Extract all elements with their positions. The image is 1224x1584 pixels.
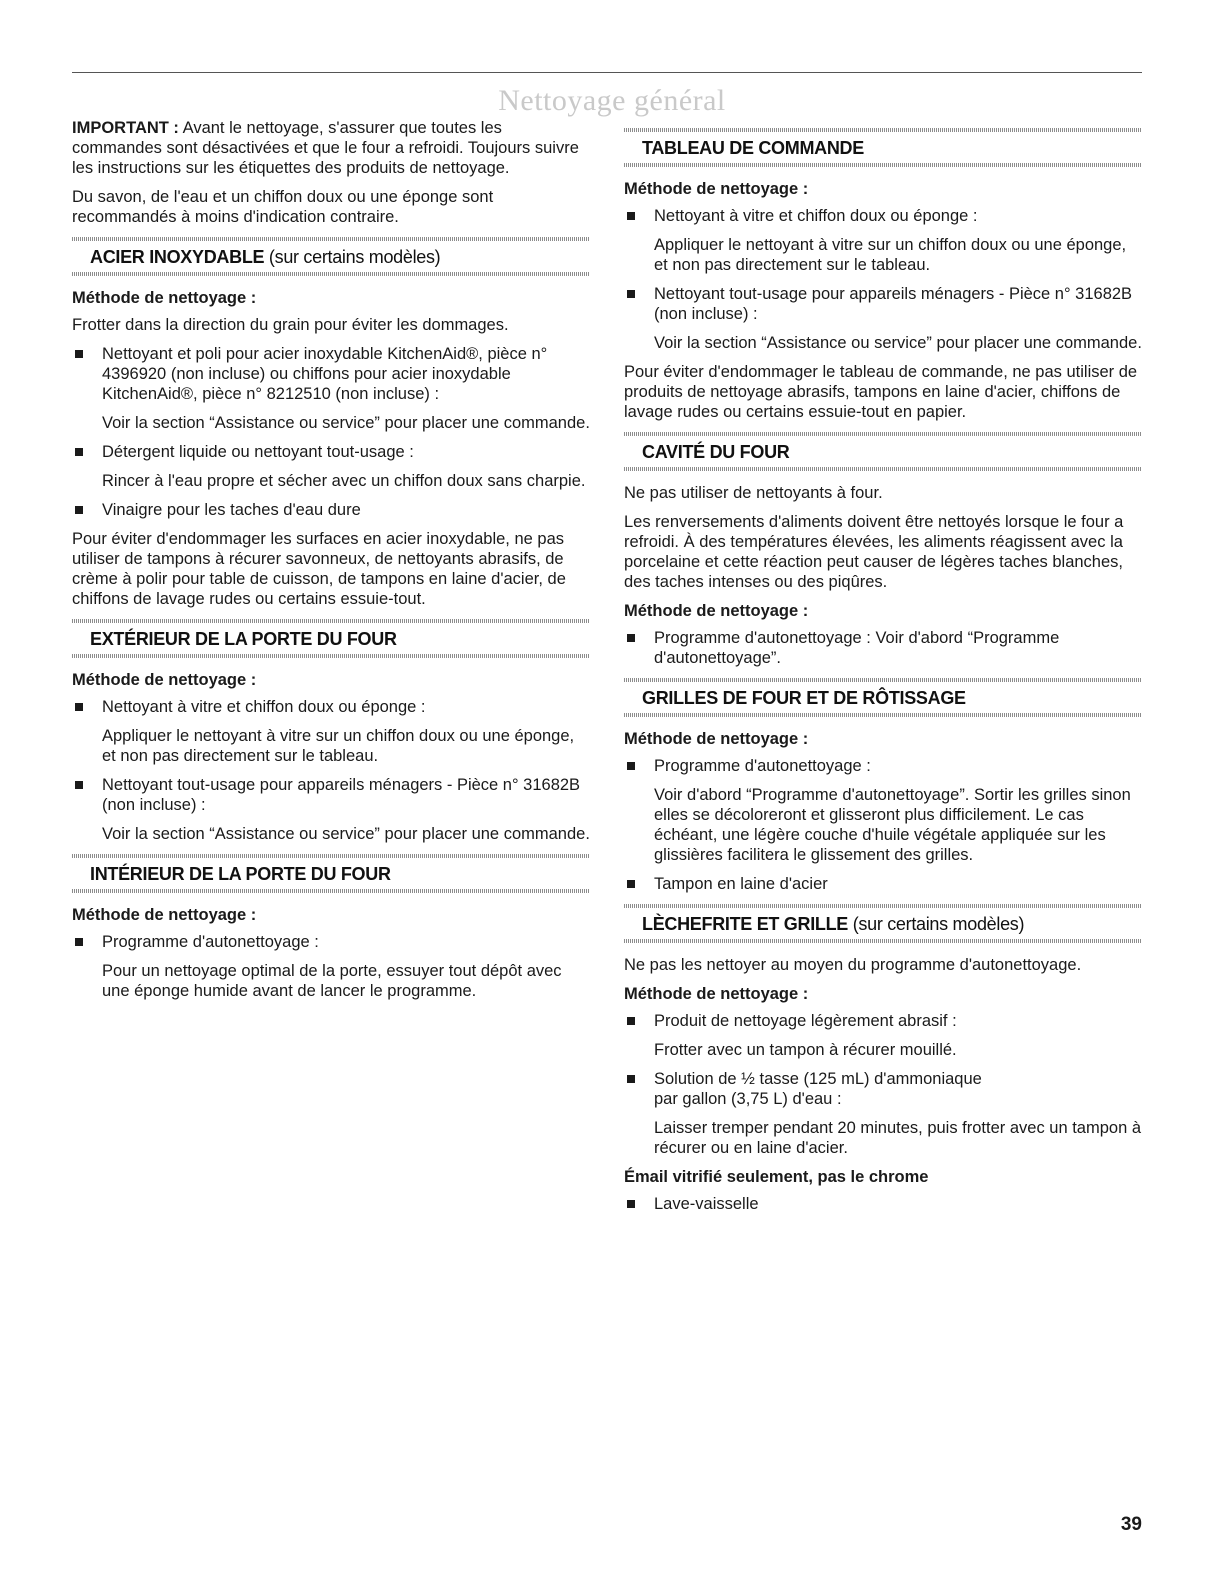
list-item-detail: Voir la section “Assistance ou service” pour placer une commande. bbox=[654, 334, 1142, 352]
list-item: Solution de ½ tasse (125 mL) d'ammoniaque par gallon (3,75 L) d'eau : bbox=[624, 1069, 1142, 1109]
section-header-cavite bbox=[624, 432, 1142, 471]
right-column bbox=[624, 118, 1142, 1223]
list-item-detail: Voir la section “Assistance ou service” pour placer une commande. bbox=[102, 414, 590, 432]
list-item-detail: Laisser tremper pendant 20 minutes, puis frotter avec un tampon à récurer ou en laine d'acier. bbox=[654, 1119, 1142, 1157]
section-rule bbox=[624, 163, 1142, 167]
method-heading: Méthode de nettoyage : bbox=[624, 985, 809, 1003]
tableau-note: Pour éviter d'endommager le tableau de commande, ne pas utiliser de produits de nettoyage abrasifs, tampons en laine d'acier, chiffons de lavage rudes ou certains essuie-tout en papier. bbox=[624, 363, 1138, 421]
list-item: Produit de nettoyage légèrement abrasif : bbox=[624, 1011, 1142, 1031]
list-item: Tampon en laine d'acier bbox=[624, 874, 1142, 894]
section-title-lechefrite: LÈCHEFRITE ET GRILLE (sur certains modèles) bbox=[642, 914, 1025, 934]
method-heading: Méthode de nettoyage : bbox=[624, 602, 809, 620]
important-label: IMPORTANT : bbox=[72, 119, 179, 137]
section-title-cavite: CAVITÉ DU FOUR bbox=[642, 442, 790, 462]
section-rule bbox=[624, 939, 1142, 943]
method-heading: Méthode de nettoyage : bbox=[624, 730, 809, 748]
list-item-detail: Rincer à l'eau propre et sécher avec un chiffon doux sans charpie. bbox=[102, 472, 586, 490]
section-title-grilles: GRILLES DE FOUR ET DE RÔTISSAGE bbox=[642, 688, 966, 708]
list-item-detail: Appliquer le nettoyant à vitre sur un chiffon doux ou une éponge, et non pas directement sur le tableau. bbox=[102, 727, 575, 765]
acier-lead: Frotter dans la direction du grain pour éviter les dommages. bbox=[72, 316, 509, 334]
important-paragraph bbox=[72, 118, 590, 178]
list-item: Programme d'autonettoyage : bbox=[72, 932, 590, 952]
method-heading: Méthode de nettoyage : bbox=[72, 671, 257, 689]
section-title-acier: ACIER INOXYDABLE (sur certains modèles) bbox=[90, 247, 441, 267]
list-item-detail: Voir d'abord “Programme d'autonettoyage”. Sortir les grilles sinon elles se décoloreront et glisseront plus difficilement. Le cas échéant, une légère couche d'huile végétale appliquée sur les glissières facilitera le glissement des grilles. bbox=[654, 786, 1131, 864]
list-item: Lave-vaisselle bbox=[624, 1194, 1142, 1214]
section-header-grilles bbox=[624, 678, 1142, 717]
section-title-interieur: INTÉRIEUR DE LA PORTE DU FOUR bbox=[90, 864, 391, 884]
list-item-detail: Pour un nettoyage optimal de la porte, essuyer tout dépôt avec une éponge humide avant de lancer le programme. bbox=[102, 962, 562, 1000]
section-rule bbox=[72, 654, 590, 658]
top-rule bbox=[72, 72, 1142, 73]
recommend-paragraph: Du savon, de l'eau et un chiffon doux ou une éponge sont recommandés à moins d'indication contraire. bbox=[72, 188, 494, 226]
section-header-exterieur bbox=[72, 619, 590, 658]
section-title-exterieur: EXTÉRIEUR DE LA PORTE DU FOUR bbox=[90, 629, 397, 649]
important-text: Avant le nettoyage, s'assurer que toutes les commandes sont désactivées et que le four a refroidi. Toujours suivre les instructions sur les étiquettes des produits de nettoyage. bbox=[72, 119, 579, 177]
page-number: 39 bbox=[1120, 1514, 1142, 1535]
list-item: Nettoyant à vitre et chiffon doux ou éponge : bbox=[624, 206, 1142, 226]
section-rule bbox=[72, 889, 590, 893]
lechefrite-p1: Ne pas les nettoyer au moyen du programme d'autonettoyage. bbox=[624, 956, 1082, 974]
section-header-interieur bbox=[72, 854, 590, 893]
section-rule bbox=[624, 467, 1142, 471]
cavite-p1: Ne pas utiliser de nettoyants à four. bbox=[624, 484, 883, 502]
page-title: Nettoyage général bbox=[498, 84, 726, 117]
list-item-detail: Voir la section “Assistance ou service” pour placer une commande. bbox=[102, 825, 590, 843]
list-item: Vinaigre pour les taches d'eau dure bbox=[72, 500, 590, 520]
list-item: Nettoyant tout-usage pour appareils ménagers - Pièce n° 31682B (non incluse) : bbox=[624, 284, 1142, 324]
list-item: Programme d'autonettoyage : bbox=[624, 756, 1142, 776]
list-item-detail: Appliquer le nettoyant à vitre sur un chiffon doux ou une éponge, et non pas directement sur le tableau. bbox=[654, 236, 1127, 274]
list-item: Détergent liquide ou nettoyant tout-usage : bbox=[72, 442, 590, 462]
left-column bbox=[72, 118, 590, 1010]
list-item: Nettoyant tout-usage pour appareils ménagers - Pièce n° 31682B (non incluse) : bbox=[72, 775, 590, 815]
section-rule bbox=[72, 272, 590, 276]
enamel-heading: Émail vitrifié seulement, pas le chrome bbox=[624, 1168, 929, 1186]
list-item: Nettoyant et poli pour acier inoxydable KitchenAid®, pièce n° 4396920 (non incluse) ou chiffons pour acier inoxydable KitchenAid®, pièce n° 8212510 (non incluse) : bbox=[72, 344, 590, 404]
method-heading: Méthode de nettoyage : bbox=[72, 906, 257, 924]
section-header-lechefrite bbox=[624, 904, 1142, 943]
list-item: Nettoyant à vitre et chiffon doux ou éponge : bbox=[72, 697, 590, 717]
cavite-p2: Les renversements d'aliments doivent être nettoyés lorsque le four a refroidi. À des températures élevées, les aliments réagissent avec la porcelaine et cette réaction peut causer de légères taches blanches, des taches intenses ou des piqûres. bbox=[624, 513, 1124, 591]
method-heading: Méthode de nettoyage : bbox=[624, 180, 809, 198]
acier-note: Pour éviter d'endommager les surfaces en acier inoxydable, ne pas utiliser de tampons à récurer savonneux, de nettoyants abrasifs, de crème à polir pour table de cuisson, de tampons en laine d'acier, de chiffons de lavage rudes ou certains essuie-tout. bbox=[72, 530, 566, 608]
method-heading: Méthode de nettoyage : bbox=[72, 289, 257, 307]
list-item: Programme d'autonettoyage : Voir d'abord “Programme d'autonettoyage”. bbox=[624, 628, 1142, 668]
section-header-acier bbox=[72, 237, 590, 276]
section-rule bbox=[624, 713, 1142, 717]
section-title-tableau: TABLEAU DE COMMANDE bbox=[642, 138, 864, 158]
section-header-tableau bbox=[624, 128, 1142, 167]
list-item-detail: Frotter avec un tampon à récurer mouillé. bbox=[654, 1041, 957, 1059]
